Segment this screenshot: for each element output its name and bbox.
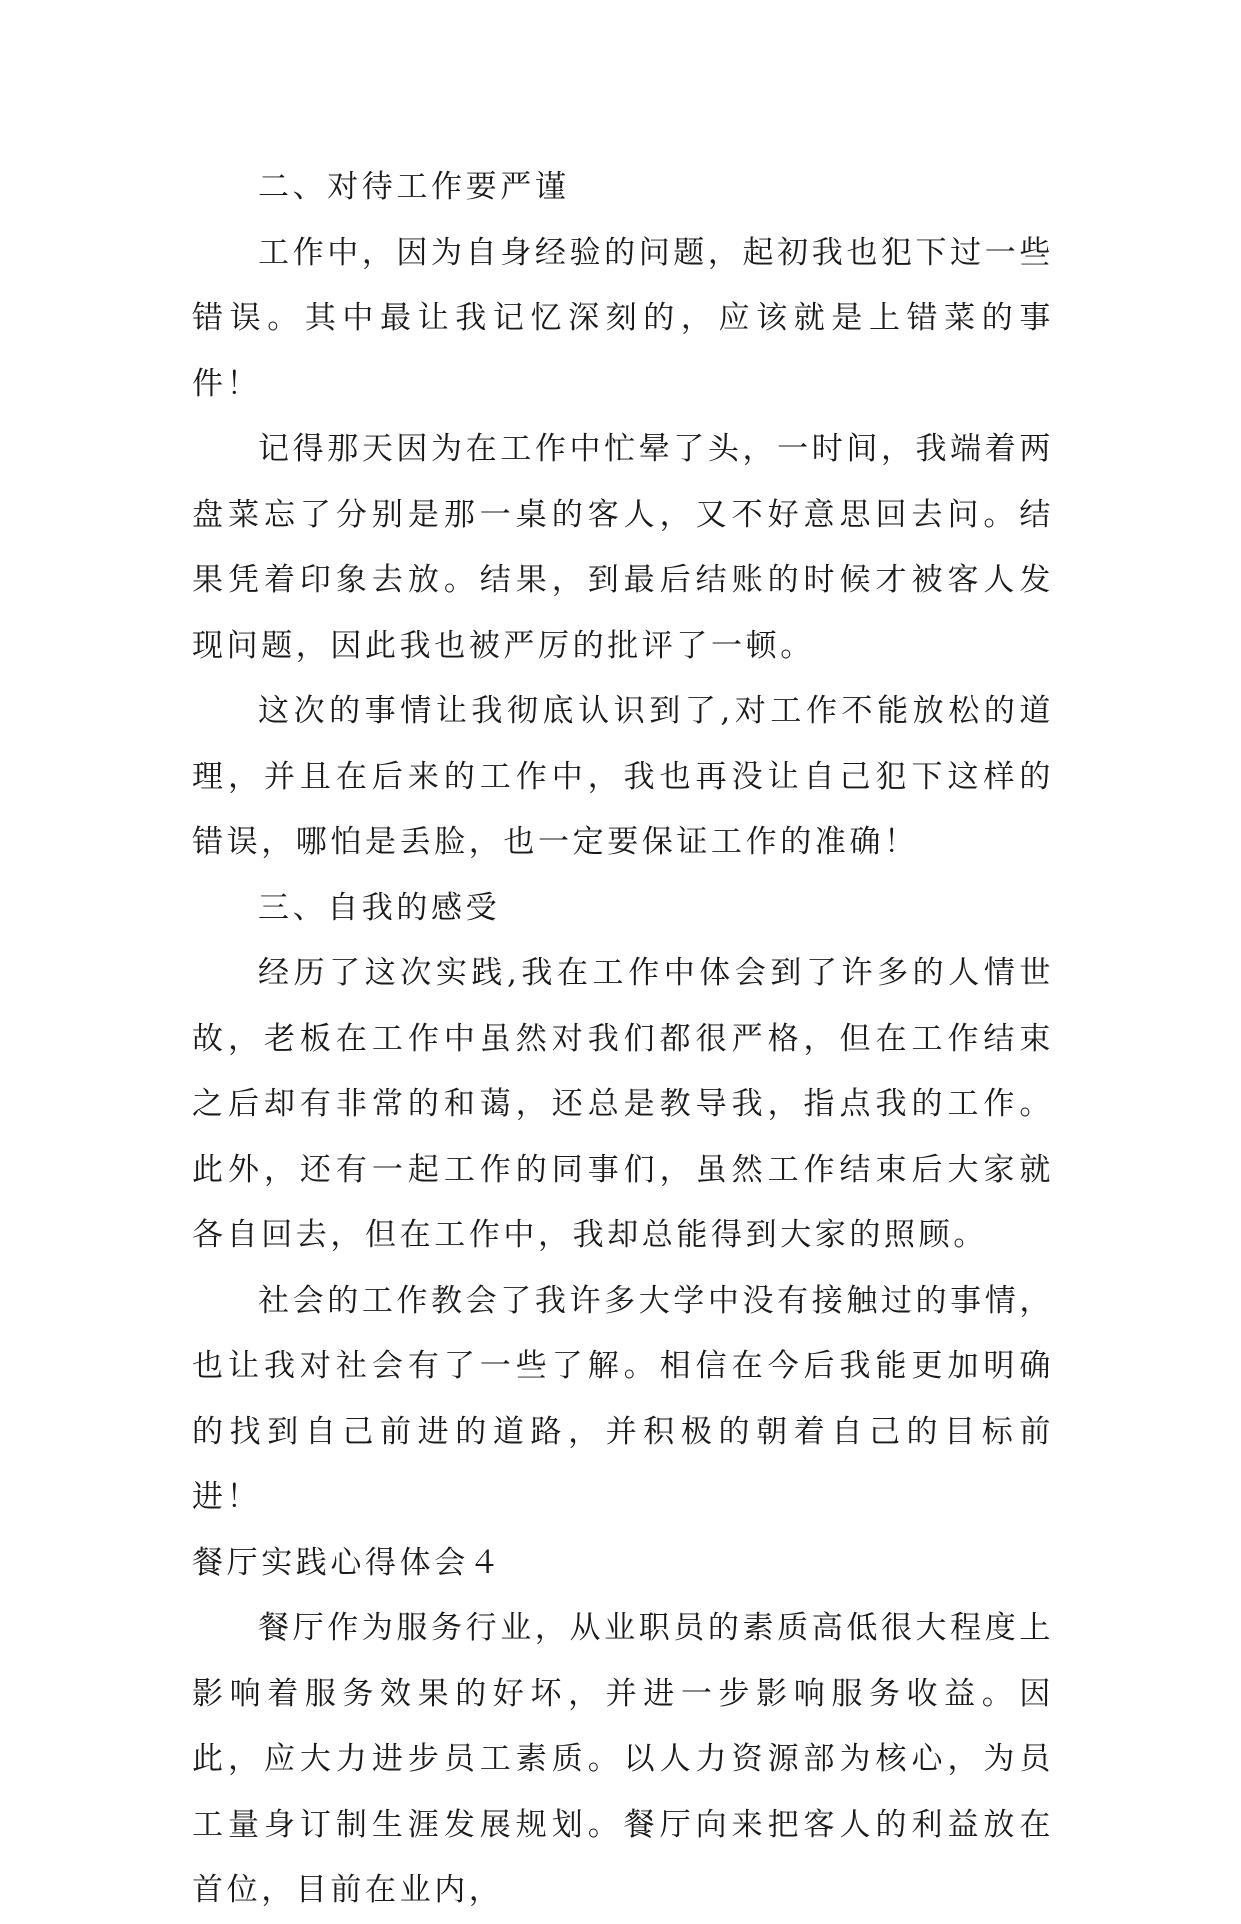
paragraph-5: 社会的工作教会了我许多大学中没有接触过的事情，也让我对社会有了一些了解。相信在今后我能更加明确的找到自己前进的道路，并积极的朝着自己的目标前进！ <box>192 1282 1054 1515</box>
section-title: 餐厅实践心得体会４ <box>192 1544 504 1581</box>
paragraph-6: 餐厅作为服务行业，从业职员的素质高低很大程度上影响着服务效果的好坏，并进一步影响服务收益。因此，应大力进步员工素质。以人力资源部为核心，为员工量身订制生涯发展规划。餐厅向来把客人的利益放在首位，目前在业内， <box>192 1610 1054 1908</box>
paragraph-3: 这次的事情让我彻底认识到了,对工作不能放松的道理，并且在后来的工作中，我也再没让自己犯下这样的错误，哪怕是丢脸，也一定要保证工作的准确！ <box>192 693 1054 860</box>
section-heading-2: 二、对待工作要严谨 <box>258 169 570 205</box>
document-body <box>192 155 1054 1924</box>
paragraph-4: 经历了这次实践,我在工作中体会到了许多的人情世故，老板在工作中虽然对我们都很严格，但在工作结束之后却有非常的和蔼，还总是教导我，指点我的工作。此外，还有一起工作的同事们，虽然工作结束后大家就各自回去，但在工作中，我却总能得到大家的照顾。 <box>192 955 1054 1253</box>
section-heading-3: 三、自我的感受 <box>258 889 501 926</box>
paragraph-1: 工作中，因为自身经验的问题，起初我也犯下过一些错误。其中最让我记忆深刻的，应该就是上错菜的事件！ <box>192 234 1054 402</box>
paragraph-2: 记得那天因为在工作中忙晕了头，一时间，我端着两盘菜忘了分别是那一桌的客人，又不好意思回去问。结果凭着印象去放。结果，到最后结账的时候才被客人发现问题，因此我也被严厉的批评了一顿。 <box>192 431 1054 664</box>
